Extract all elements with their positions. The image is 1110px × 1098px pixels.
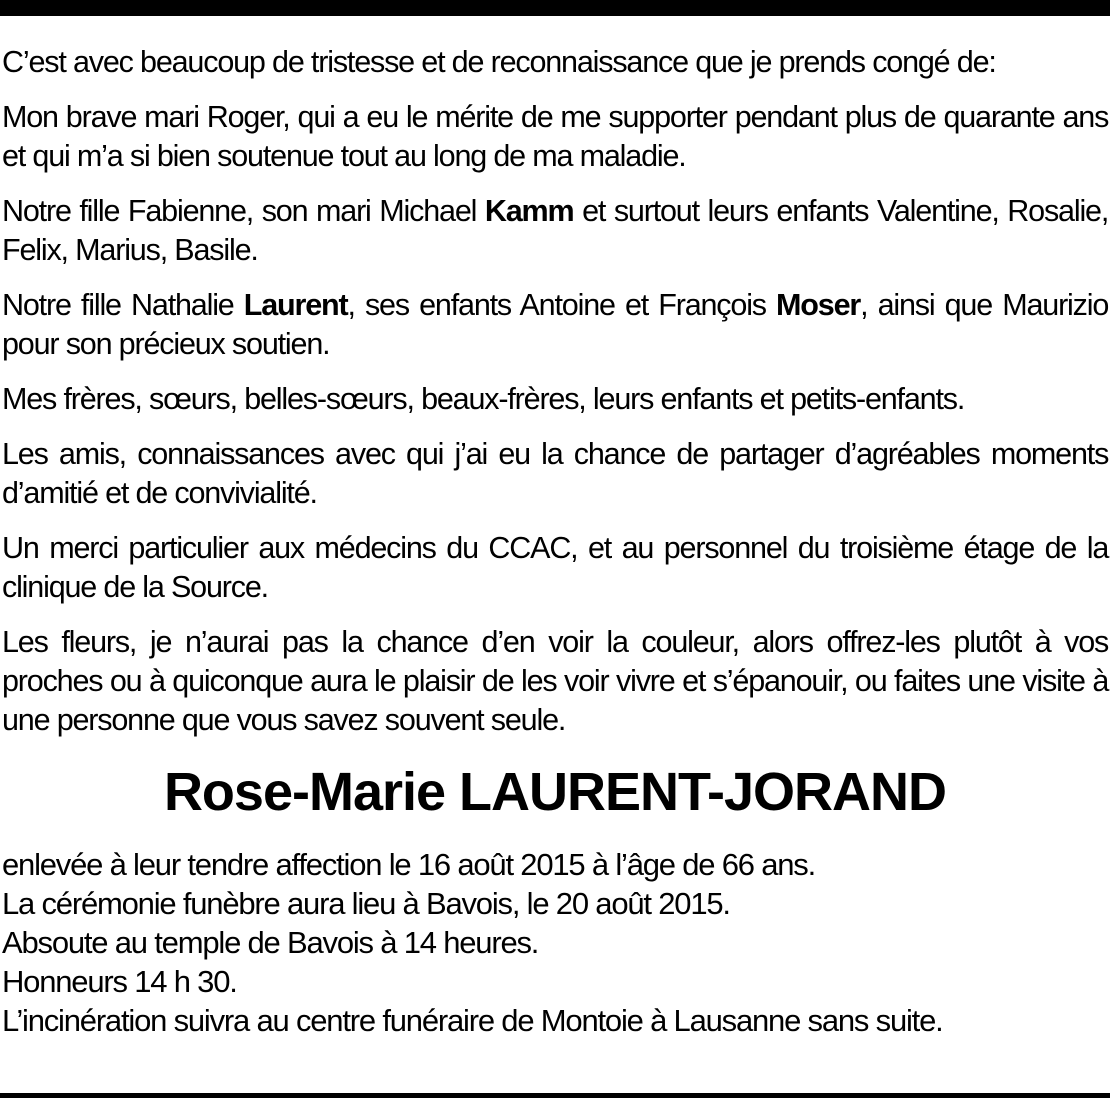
paragraph-flowers: Les fleurs, je n’aurai pas la chance d’en voir la couleur, alors offrez-les plutôt à vos proches ou à quiconque aura le plaisir de les voir vivre et s’épanouir, ou faites une visite à une personne que vous savez souvent seule. [2, 624, 1109, 737]
details-line-ceremony: La cérémonie funèbre aura lieu à Bavois, le 20 août 2015. [2, 886, 730, 921]
surname-kamm: Kamm [484, 193, 574, 228]
details-line-incineration: L’incinération suivra au centre funéraire de Montoie à Lausanne sans suite. [2, 1003, 943, 1038]
intro-paragraph: C’est avec beaucoup de tristesse et de reconnaissance que je prends congé de: [2, 44, 996, 79]
deceased-name-heading: Rose-Marie LAURENT-JORAND [163, 762, 947, 822]
paragraph-friends: Les amis, connaissances avec qui j’ai eu la chance de partager d’agréables moments d’amitié et de convivialité. [2, 436, 1109, 510]
details-line-absoute: Absoute au temple de Bavois à 14 heures. [2, 925, 539, 960]
p3-text-e: , ainsi que Maurizio pour son précieux soutien. [2, 287, 1109, 361]
details-line-honneurs: Honneurs 14 h 30. [2, 964, 237, 999]
p2-text-a: Notre fille Fabienne, son mari Michael [2, 193, 485, 228]
paragraph-daughter-nathalie [2, 285, 1108, 363]
paragraph-daughter-fabienne [2, 191, 1108, 269]
paragraph-siblings: Mes frères, sœurs, belles-sœurs, beaux-frères, leurs enfants et petits-enfants. [2, 381, 965, 416]
p3-text-a: Notre fille Nathalie [2, 287, 244, 322]
surname-moser: Moser [776, 287, 861, 322]
paragraph-husband: Mon brave mari Roger, qui a eu le mérite de me supporter pendant plus de quarante ans et qui m’a si bien soutenue tout au long de ma maladie. [2, 99, 1109, 173]
obituary-notice [2, 42, 1108, 1040]
top-border-rule [0, 0, 1110, 16]
surname-laurent: Laurent [243, 287, 348, 322]
details-line-death: enlevée à leur tendre affection le 16 août 2015 à l’âge de 66 ans. [2, 847, 816, 882]
ceremony-details [2, 845, 1108, 1040]
p2-text-c: et surtout leurs enfants Valentine, Rosalie, Felix, Marius, Basile. [2, 193, 1109, 267]
p3-text-c: , ses enfants Antoine et François [347, 287, 777, 322]
bottom-border-rule [0, 1093, 1110, 1098]
paragraph-thanks: Un merci particulier aux médecins du CCAC, et au personnel du troisième étage de la clinique de la Source. [2, 530, 1109, 604]
